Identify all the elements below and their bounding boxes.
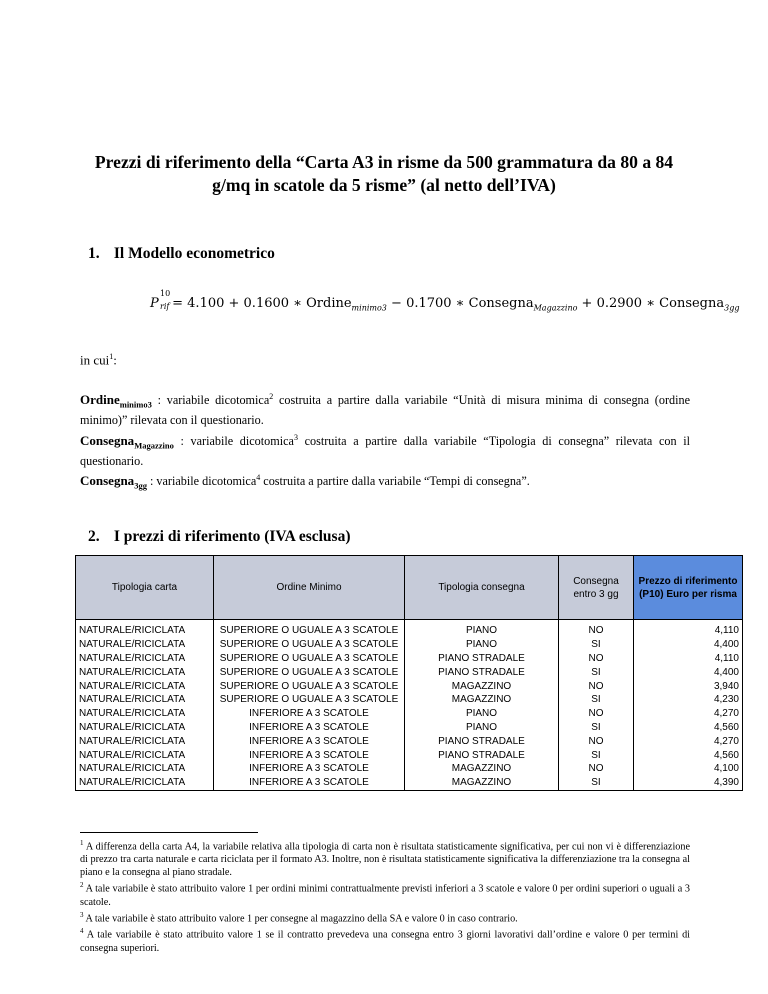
cell-ordine-minimo: SUPERIORE O UGUALE A 3 SCATOLE [214,638,405,652]
definition-ordine [80,389,690,429]
formula-lhs-sup: 10 [160,289,171,298]
column-header-tipologia-consegna: Tipologia consegna [405,556,559,620]
footnote-ref[interactable]: 3 [293,433,298,442]
cell-ordine-minimo: SUPERIORE O UGUALE A 3 SCATOLE [214,652,405,666]
table-row [76,776,743,790]
column-header-prezzo: Prezzo di riferimento (P10) Euro per risma [634,556,743,620]
cell-tipologia-carta: NATURALE/RICICLATA [76,679,214,693]
column-header-consegna-3gg: Consegna entro 3 gg [559,556,634,620]
footnote-4 [80,925,690,954]
cell-ordine-minimo: INFERIORE A 3 SCATOLE [214,721,405,735]
table-row [76,707,743,721]
cell-ordine-minimo: INFERIORE A 3 SCATOLE [214,734,405,748]
cell-consegna-3gg: NO [559,620,634,638]
cell-prezzo: 4,560 [634,748,743,762]
table-row [76,652,743,666]
cell-tipologia-carta: NATURALE/RICICLATA [76,620,214,638]
formula-lhs [150,289,171,311]
definition-term-sub: minimo3 [119,399,152,410]
cell-tipologia-consegna: PIANO STRADALE [405,748,559,762]
formula-term-2: − 0.1700 ∗ Consegna [386,296,534,311]
table-row [76,748,743,762]
footnote-2 [80,879,690,908]
section-heading-model [88,245,275,263]
cell-prezzo: 4,110 [634,652,743,666]
footnote-ref[interactable]: 1 [109,352,114,361]
table-row [76,638,743,652]
cell-prezzo: 4,110 [634,620,743,638]
table-body [76,620,743,791]
table-row [76,721,743,735]
section-number: 1. [88,245,100,262]
cell-tipologia-consegna: PIANO STRADALE [405,734,559,748]
cell-ordine-minimo: SUPERIORE O UGUALE A 3 SCATOLE [214,665,405,679]
cell-prezzo: 4,270 [634,734,743,748]
column-header-ordine-minimo: Ordine Minimo [214,556,405,620]
section-heading-prices [88,528,351,546]
table-row [76,620,743,638]
cell-prezzo: 4,390 [634,776,743,790]
cell-tipologia-carta: NATURALE/RICICLATA [76,776,214,790]
cell-consegna-3gg: NO [559,707,634,721]
cell-consegna-3gg: SI [559,693,634,707]
definition-text-cont: costruita a partire dalla variabile “Tipologia di consegna” rilevata con il questionario. [80,434,690,469]
cell-ordine-minimo: INFERIORE A 3 SCATOLE [214,748,405,762]
column-header-tipologia-carta: Tipologia carta [76,556,214,620]
formula-term-1: = 4.100 + 0.1600 ∗ Ordine [172,296,352,311]
cell-prezzo: 3,940 [634,679,743,693]
section-title: Il Modello econometrico [113,245,275,262]
cell-tipologia-carta: NATURALE/RICICLATA [76,748,214,762]
econometric-formula [150,289,740,313]
formula-sub-1: minimo3 [351,303,387,313]
cell-tipologia-carta: NATURALE/RICICLATA [76,652,214,666]
footnote-ref[interactable]: 4 [256,473,261,482]
cell-consegna-3gg: SI [559,721,634,735]
cell-consegna-3gg: NO [559,762,634,776]
footnote-1 [80,837,690,879]
formula-term-3: + 0.2900 ∗ Consegna [577,296,725,311]
cell-tipologia-consegna: PIANO STRADALE [405,652,559,666]
cell-consegna-3gg: SI [559,638,634,652]
table-row [76,679,743,693]
in-cui-text: in cui [80,352,110,368]
table-row [76,762,743,776]
cell-tipologia-consegna: MAGAZZINO [405,762,559,776]
cell-tipologia-consegna: PIANO [405,707,559,721]
cell-tipologia-consegna: MAGAZZINO [405,776,559,790]
table-row [76,693,743,707]
cell-ordine-minimo: SUPERIORE O UGUALE A 3 SCATOLE [214,679,405,693]
definition-term-sub: 3gg [134,480,147,491]
document-title: Prezzi di riferimento della “Carta A3 in risme da 500 grammatura da 80 a 84 g/mq in scatole da 5 risme” (al netto dell’IVA) [94,152,674,195]
cell-ordine-minimo: SUPERIORE O UGUALE A 3 SCATOLE [214,620,405,638]
cell-prezzo: 4,400 [634,665,743,679]
footnotes [80,837,690,955]
cell-consegna-3gg: NO [559,734,634,748]
cell-tipologia-carta: NATURALE/RICICLATA [76,693,214,707]
formula-sub-3: 3gg [724,303,740,313]
cell-consegna-3gg: SI [559,748,634,762]
cell-ordine-minimo: INFERIORE A 3 SCATOLE [214,762,405,776]
cell-prezzo: 4,400 [634,638,743,652]
cell-tipologia-carta: NATURALE/RICICLATA [76,665,214,679]
section-number: 2. [88,528,100,545]
cell-consegna-3gg: NO [559,652,634,666]
footnote-text: A tale variabile è stato attribuito valore 1 per consegne al magazzino della SA e valore 0 in caso contrario. [83,913,518,925]
cell-tipologia-consegna: PIANO [405,620,559,638]
definition-text-cont: costruita a partire dalla variabile “Unità di misura minima di consegna (ordine minimo)” rilevata con il questionario. [80,393,690,428]
footnote-text: A tale variabile è stato attribuito valore 1 per ordini minimi contrattualmente previsti inferiori a 3 scatole e valore 0 per ordini superiori o uguali a 3 scatole. [80,883,690,908]
footnote-number: 1 [80,839,84,847]
section-title: I prezzi di riferimento (IVA esclusa) [113,528,351,545]
cell-tipologia-consegna: PIANO STRADALE [405,665,559,679]
cell-tipologia-carta: NATURALE/RICICLATA [76,707,214,721]
cell-consegna-3gg: SI [559,665,634,679]
footnote-text: A tale variabile è stato attribuito valore 1 se il contratto prevedeva una consegna entro 3 giorni lavorativi dall’ordine e valore 0 per termini di consegna superiori. [80,929,690,954]
table-header-row [76,556,743,620]
footnote-3 [80,909,690,925]
definition-term: Consegna [80,433,135,449]
footnote-number: 2 [80,881,84,890]
table-row [76,734,743,748]
definition-text-cont: costruita a partire dalla variabile “Tempi di consegna”. [260,474,530,489]
definition-consegna-magazzino [80,430,690,470]
cell-tipologia-carta: NATURALE/RICICLATA [76,638,214,652]
formula-lhs-symbol: P [150,296,159,311]
cell-tipologia-consegna: MAGAZZINO [405,679,559,693]
formula-sub-2: Magazzino [533,303,578,313]
in-cui-label [80,352,117,368]
cell-tipologia-consegna: MAGAZZINO [405,693,559,707]
definition-text: : variabile dicotomica [151,393,270,408]
definition-term-sub: Magazzino [134,440,174,451]
cell-consegna-3gg: NO [559,679,634,693]
cell-consegna-3gg: SI [559,776,634,790]
cell-prezzo: 4,230 [634,693,743,707]
cell-tipologia-carta: NATURALE/RICICLATA [76,721,214,735]
cell-tipologia-carta: NATURALE/RICICLATA [76,762,214,776]
cell-ordine-minimo: INFERIORE A 3 SCATOLE [214,707,405,721]
cell-prezzo: 4,100 [634,762,743,776]
footnote-ref[interactable]: 2 [269,392,274,401]
definition-term: Ordine [80,392,120,408]
cell-prezzo: 4,560 [634,721,743,735]
definition-term: Consegna [80,473,135,489]
footnote-divider [80,832,258,833]
table-row [76,665,743,679]
cell-tipologia-consegna: PIANO [405,638,559,652]
cell-ordine-minimo: SUPERIORE O UGUALE A 3 SCATOLE [214,693,405,707]
footnote-number: 4 [80,927,84,936]
formula-lhs-sub: rif [160,302,170,311]
cell-tipologia-carta: NATURALE/RICICLATA [76,734,214,748]
cell-ordine-minimo: INFERIORE A 3 SCATOLE [214,776,405,790]
in-cui-colon: : [113,352,117,368]
price-table [75,555,743,791]
footnote-number: 3 [80,910,84,919]
cell-prezzo: 4,270 [634,707,743,721]
footnote-text: A differenza della carta A4, la variabile relativa alla tipologia di carta non è risultata statisticamente significativa, per cui non vi è differenziazione di prezzo tra carta naturale e carta riciclata per il formato A3. Inoltre, non è risultata statisticamente significativa la differenziazione tra la consegna al piano e la consegna al piano stradale. [80,841,690,879]
definition-text: : variabile dicotomica [173,434,294,449]
definition-consegna-3gg [80,470,690,494]
cell-tipologia-consegna: PIANO [405,721,559,735]
definition-text: : variabile dicotomica [146,474,257,489]
